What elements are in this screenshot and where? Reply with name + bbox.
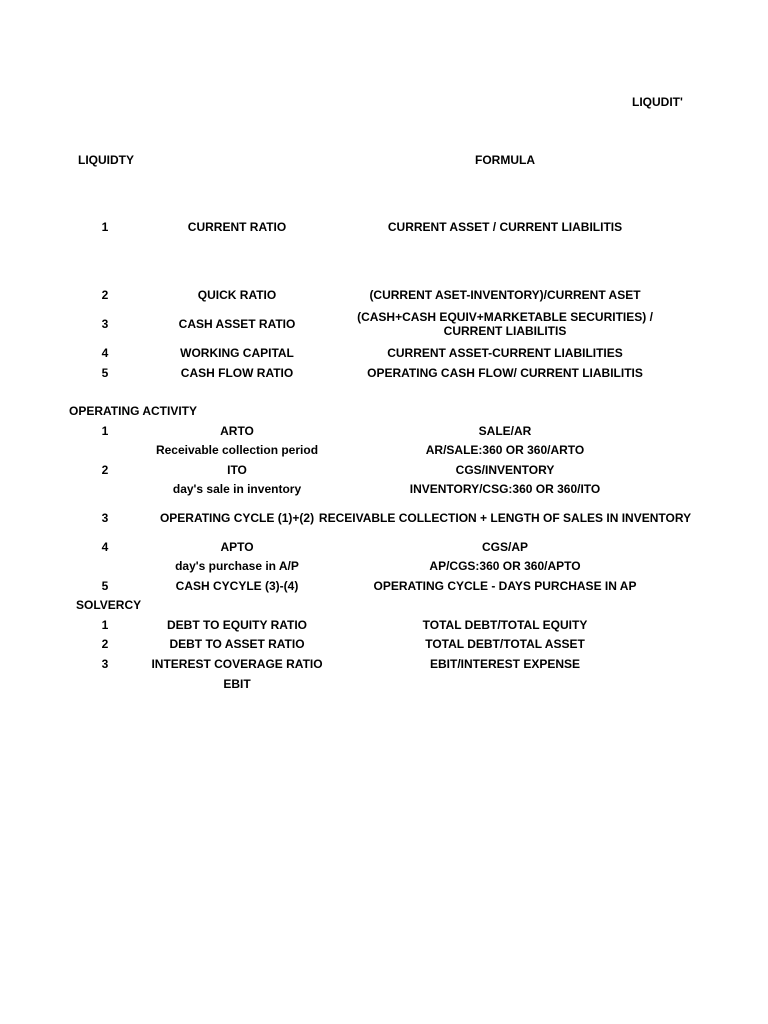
ratio-name: CASH CYCYLE (3)-(4) [175, 579, 299, 593]
ratio-name: WORKING CAPITAL [180, 346, 294, 360]
ratio-formula: OPERATING CASH FLOW/ CURRENT LIABILITIS [367, 366, 643, 380]
ratio-name: APTO [220, 540, 254, 554]
ratio-formula: CGS/INVENTORY [455, 463, 555, 477]
ratio-formula: INVENTORY/CSG:360 OR 360/ITO [409, 482, 601, 496]
ratio-formula: CURRENT ASSET / CURRENT LIABILITIS [387, 220, 623, 234]
column-header-formula: FORMULA [475, 153, 535, 167]
ratio-formula: TOTAL DEBT/TOTAL ASSET [425, 637, 585, 651]
ratio-formula: (CASH+CASH EQUIV+MARKETABLE SECURITIES) / CURRENT LIABILITIS [357, 310, 653, 338]
ratio-name: OPERATING CYCLE (1)+(2) [159, 511, 315, 525]
row-number: 2 [101, 288, 109, 302]
row-number: 1 [101, 424, 109, 438]
section-heading-solvency: SOLVERCY [76, 598, 142, 612]
ratio-name: CASH ASSET RATIO [178, 317, 296, 331]
row-number: 2 [101, 637, 109, 651]
row-number: 5 [101, 579, 109, 593]
ratio-name: ARTO [220, 424, 254, 438]
ratio-name: ITO [227, 463, 247, 477]
column-header-liquidity: LIQUIDTY [78, 153, 134, 167]
row-number: 2 [101, 463, 109, 477]
row-number: 3 [101, 657, 109, 671]
ratio-formula: TOTAL DEBT/TOTAL EQUITY [422, 618, 588, 632]
ratio-formula: (CURRENT ASET-INVENTORY)/CURRENT ASET [369, 288, 641, 302]
ratio-name: day's sale in inventory [172, 482, 302, 496]
ratio-formula: CURRENT ASSET-CURRENT LIABILITIES [387, 346, 623, 360]
row-number: 3 [101, 511, 109, 525]
ratio-formula: EBIT/INTEREST EXPENSE [429, 657, 581, 671]
ratio-formula: RECEIVABLE COLLECTION + LENGTH OF SALES IN INVENTORY [318, 511, 692, 525]
ratio-name: CASH FLOW RATIO [180, 366, 294, 380]
ratio-name: day's purchase in A/P [175, 559, 299, 573]
ratio-name: Receivable collection period [155, 443, 319, 457]
ratio-formula: CGS/AP [481, 540, 529, 554]
ratio-formula: SALE/AR [478, 424, 532, 438]
row-number: 1 [101, 618, 109, 632]
ratio-name: CURRENT RATIO [187, 220, 287, 234]
ratio-formula: AR/SALE:360 OR 360/ARTO [425, 443, 585, 457]
row-number: 3 [101, 317, 109, 331]
corner-title: LIQUDIT' [632, 95, 683, 109]
ratio-formula: OPERATING CYCLE - DAYS PURCHASE IN AP [373, 579, 637, 593]
row-number: 1 [101, 220, 109, 234]
ratio-name: DEBT TO EQUITY RATIO [166, 618, 308, 632]
row-number: 4 [101, 346, 109, 360]
ratio-name: DEBT TO ASSET RATIO [169, 637, 305, 651]
row-number: 4 [101, 540, 109, 554]
ratio-formula: AP/CGS:360 OR 360/APTO [429, 559, 581, 573]
ratio-name: QUICK RATIO [197, 288, 277, 302]
row-number: 5 [101, 366, 109, 380]
ratio-name: EBIT [223, 677, 251, 691]
section-heading-operating: OPERATING ACTIVITY [69, 404, 198, 418]
ratio-name: INTEREST COVERAGE RATIO [151, 657, 323, 671]
